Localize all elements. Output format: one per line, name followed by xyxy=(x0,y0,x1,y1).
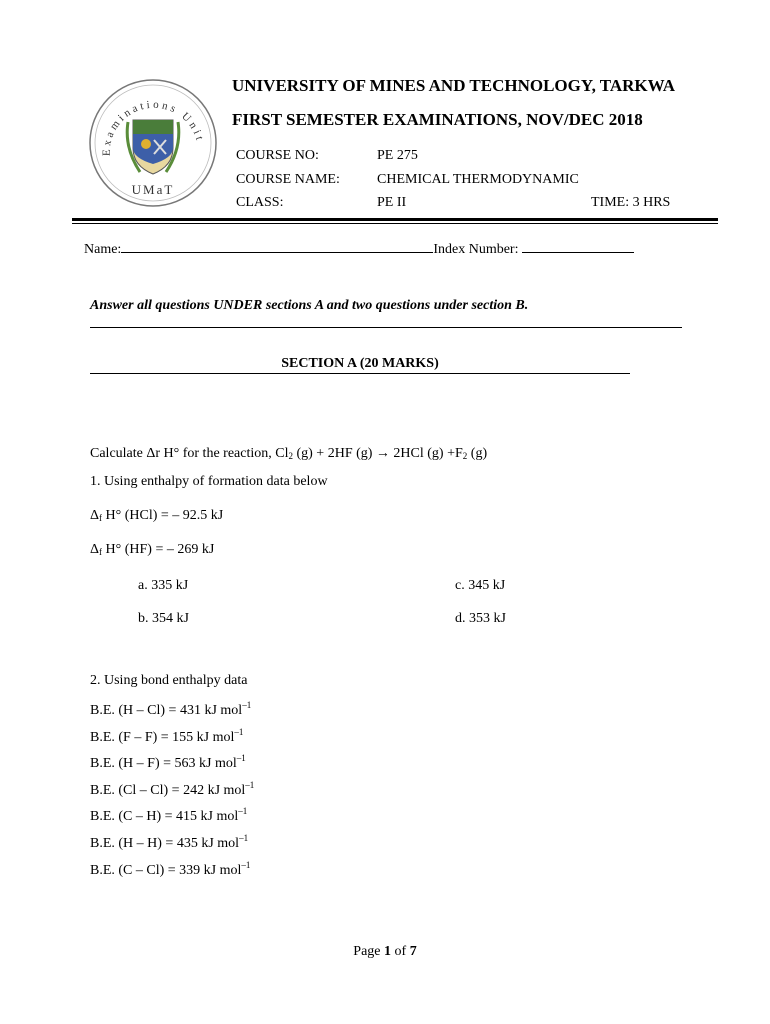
index-number-field[interactable] xyxy=(522,240,634,253)
time-allowed: TIME: 3 HRS xyxy=(591,195,671,210)
section-a-heading: SECTION A (20 MARKS) xyxy=(90,356,630,374)
course-name-value: CHEMICAL THERMODYNAMIC xyxy=(377,172,579,187)
instructions-rule xyxy=(90,327,682,328)
bond-enthalpy-cl-cl: B.E. (Cl – Cl) = 242 kJ mol$^{-1}$ xyxy=(90,780,255,798)
question-2: 2. Using bond enthalpy data xyxy=(90,673,248,688)
university-title: UNIVERSITY OF MINES AND TECHNOLOGY, TARKWA xyxy=(232,76,676,95)
exam-title: FIRST SEMESTER EXAMINATIONS, NOV/DEC 2018 xyxy=(232,110,643,129)
header-rule xyxy=(72,218,718,221)
enthalpy-hf: $\Delta_f$ H° (HF) = – 269 kJ xyxy=(90,542,215,557)
enthalpy-hcl: $\Delta_f$ H° (HCl) = – 92.5 kJ xyxy=(90,508,224,523)
option-c: c. 345 kJ xyxy=(455,578,506,593)
index-number-label: Index Number: xyxy=(433,242,519,257)
course-no-label: COURSE NO: xyxy=(236,148,319,163)
name-field[interactable] xyxy=(121,240,433,253)
bond-enthalpy-h-h: B.E. (H – H) = 435 kJ mol$^{-1}$ xyxy=(90,833,249,851)
bond-enthalpy-h-cl: B.E. (H – Cl) = 431 kJ mol$^{-1}$ xyxy=(90,700,252,718)
bond-enthalpy-h-f: B.E. (H – F) = 563 kJ mol$^{-1}$ xyxy=(90,753,246,771)
reaction-statement: Calculate Δr H° for the reaction, $Cl_2$ (g) + 2HF (g) → 2HCl $(g) +F_2$ (g) xyxy=(90,446,488,461)
course-name-label: COURSE NAME: xyxy=(236,172,340,187)
course-no-value: PE 275 xyxy=(377,148,418,163)
seal-bottom-text: UMaT xyxy=(131,182,175,197)
university-seal xyxy=(88,78,218,208)
bond-enthalpy-f-f: B.E. (F – F) = 155 kJ mol$^{-1}$ xyxy=(90,727,244,745)
instructions: Answer all questions UNDER sections A and two questions under section B. xyxy=(90,298,529,313)
class-label: CLASS: xyxy=(236,195,284,210)
option-d: d. 353 kJ xyxy=(455,611,506,626)
bond-enthalpy-c-cl: B.E. (C – Cl) = 339 kJ mol$^{-1}$ xyxy=(90,860,251,878)
header-rule-thin xyxy=(72,223,718,224)
bond-enthalpy-c-h: B.E. (C – H) = 415 kJ mol$^{-1}$ xyxy=(90,806,248,824)
name-index-row xyxy=(84,240,634,258)
seal-arc-text: Examinations Unit xyxy=(100,98,207,157)
name-label: Name: xyxy=(84,242,122,257)
option-a: a. 335 kJ xyxy=(138,578,189,593)
page-number: Page 1 of 7 xyxy=(353,944,417,959)
option-b: b. 354 kJ xyxy=(138,611,189,626)
class-value: PE II xyxy=(377,195,407,210)
question-1: 1. Using enthalpy of formation data below xyxy=(90,474,328,489)
